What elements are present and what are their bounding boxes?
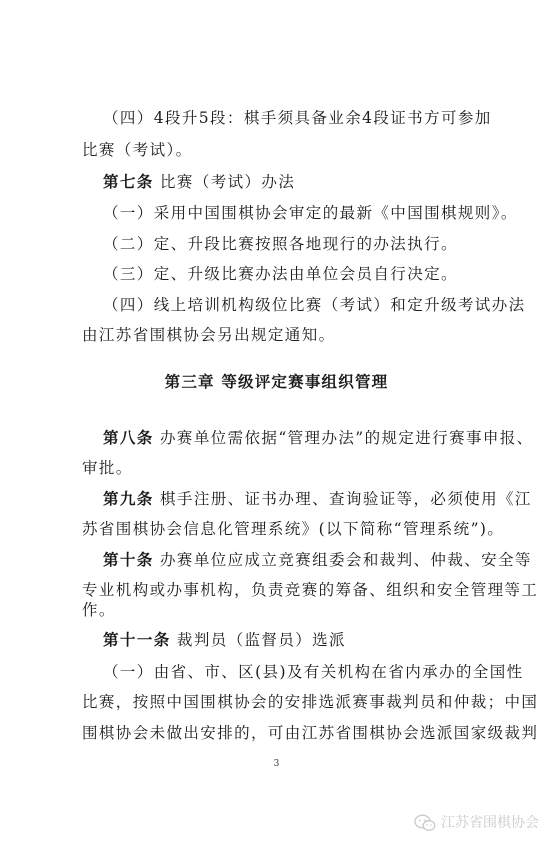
article-heading bbox=[0, 630, 553, 650]
article-heading bbox=[0, 489, 553, 509]
paragraph-line bbox=[0, 295, 553, 315]
line-text: 围棋协会未做出安排的，可由江苏省围棋协会选派国家级裁判 bbox=[82, 724, 539, 742]
paragraph-line bbox=[0, 108, 553, 128]
line-text: 比赛（考试）办法 bbox=[153, 173, 296, 191]
article-label: 第十条 bbox=[103, 550, 154, 569]
article-heading bbox=[0, 550, 553, 570]
line-text: （一）采用中国围棋协会审定的最新《中国围棋规则》。 bbox=[103, 204, 518, 222]
line-text: （二）定、升段比赛按照各地现行的办法执行。 bbox=[103, 235, 458, 253]
paragraph-line bbox=[0, 600, 553, 620]
paragraph-line bbox=[0, 203, 553, 223]
watermark bbox=[414, 813, 539, 833]
article-label: 第九条 bbox=[103, 489, 154, 508]
paragraph-line bbox=[0, 140, 553, 160]
line-text: 专业机构或办事机构，负责竞赛的筹备、组织和安全管理等工 bbox=[82, 581, 539, 599]
paragraph-line bbox=[0, 519, 553, 539]
line-text: 比赛，按照中国围棋协会的安排选派赛事裁判员和仲裁；中国 bbox=[82, 693, 539, 711]
line-text: 棋手注册、证书办理、查询验证等，必须使用《江 bbox=[153, 490, 532, 508]
line-text: （三）定、升级比赛办法由单位会员自行决定。 bbox=[103, 265, 458, 283]
paragraph-line bbox=[0, 325, 553, 345]
watermark-text: 江苏省围棋协会 bbox=[441, 815, 539, 831]
paragraph-line bbox=[0, 458, 553, 478]
paragraph-line bbox=[0, 580, 553, 600]
chapter-title: 第三章 等级评定赛事组织管理 bbox=[164, 372, 389, 391]
line-text: （一）由省、市、区(县)及有关机构在省内承办的全国性 bbox=[103, 663, 524, 681]
line-text: 苏省围棋协会信息化管理系统》(以下简称“管理系统”)。 bbox=[82, 520, 505, 538]
article-label: 第十一条 bbox=[103, 630, 171, 649]
paragraph-line bbox=[0, 264, 553, 284]
paragraph-line bbox=[0, 723, 553, 743]
article-label: 第七条 bbox=[103, 172, 154, 191]
article-heading bbox=[0, 428, 553, 448]
article-heading bbox=[0, 172, 553, 192]
line-text: 审批。 bbox=[82, 459, 133, 477]
line-text: （四）4段升5段：棋手须具备业余4段证书方可参加 bbox=[103, 109, 492, 127]
article-label: 第八条 bbox=[103, 428, 154, 447]
line-text: 由江苏省围棋协会另出规定通知。 bbox=[82, 326, 336, 344]
paragraph-line bbox=[0, 234, 553, 254]
line-text: 办赛单位应成立竞赛组委会和裁判、仲裁、安全等 bbox=[153, 551, 532, 569]
wechat-icon bbox=[414, 814, 436, 832]
line-text: 办赛单位需依据“管理办法”的规定进行赛事申报、 bbox=[153, 429, 534, 447]
line-text: 裁判员（监督员）选派 bbox=[170, 631, 346, 649]
line-text: 比赛（考试）。 bbox=[82, 141, 193, 159]
line-text: 作。 bbox=[82, 601, 116, 619]
page-number: 3 bbox=[273, 759, 280, 769]
paragraph-line bbox=[0, 692, 553, 712]
line-text: （四）线上培训机构级位比赛（考试）和定升级考试办法 bbox=[103, 296, 526, 314]
paragraph-line bbox=[0, 662, 553, 682]
